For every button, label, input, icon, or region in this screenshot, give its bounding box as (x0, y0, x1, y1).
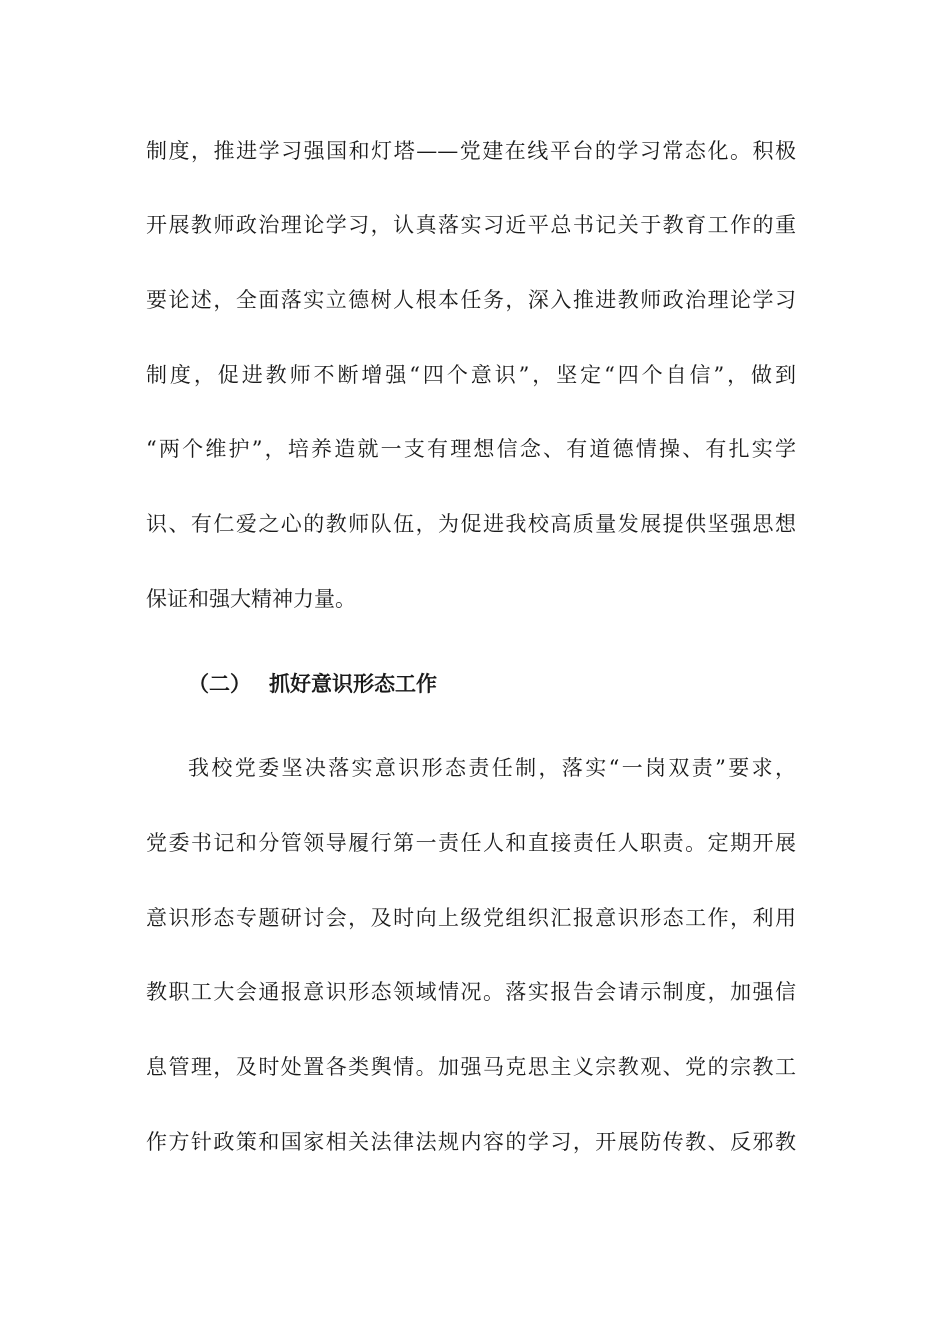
paragraph-line: 保证和强大精神力量。 (146, 587, 356, 611)
paragraph-line: 制度，促进教师不断增强“四个意识”，坚定“四个自信”，做到 (146, 363, 796, 387)
section-title: 抓好意识形态工作 (269, 672, 437, 696)
paragraph-line: 教职工大会通报意识形态领域情况。落实报告会请示制度，加强信 (146, 980, 796, 1004)
paragraph-line: 意识形态专题研讨会，及时向上级党组织汇报意识形态工作，利用 (146, 906, 796, 930)
paragraph-line: 识、有仁爱之心的教师队伍，为促进我校高质量发展提供坚强思想 (146, 512, 796, 536)
paragraph-line: “两个维护”，培养造就一支有理想信念、有道德情操、有扎实学 (146, 437, 796, 461)
paragraph-line: 要论述，全面落实立德树人根本任务，深入推进教师政治理论学习 (146, 288, 796, 312)
section-heading (188, 664, 437, 704)
paragraph-line: 制度，推进学习强国和灯塔——党建在线平台的学习常态化。积极 (146, 139, 796, 163)
paragraph-line: 息管理，及时处置各类舆情。加强马克思主义宗教观、党的宗教工 (146, 1055, 796, 1079)
section-number: （二） (188, 672, 251, 696)
paragraph-line: 开展教师政治理论学习，认真落实习近平总书记关于教育工作的重 (146, 213, 796, 237)
paragraph-line: 党委书记和分管领导履行第一责任人和直接责任人职责。定期开展 (146, 831, 796, 855)
paragraph-line: 我校党委坚决落实意识形态责任制，落实“一岗双责”要求， (188, 756, 796, 780)
paragraph-line: 作方针政策和国家相关法律法规内容的学习，开展防传教、反邪教 (146, 1130, 796, 1154)
